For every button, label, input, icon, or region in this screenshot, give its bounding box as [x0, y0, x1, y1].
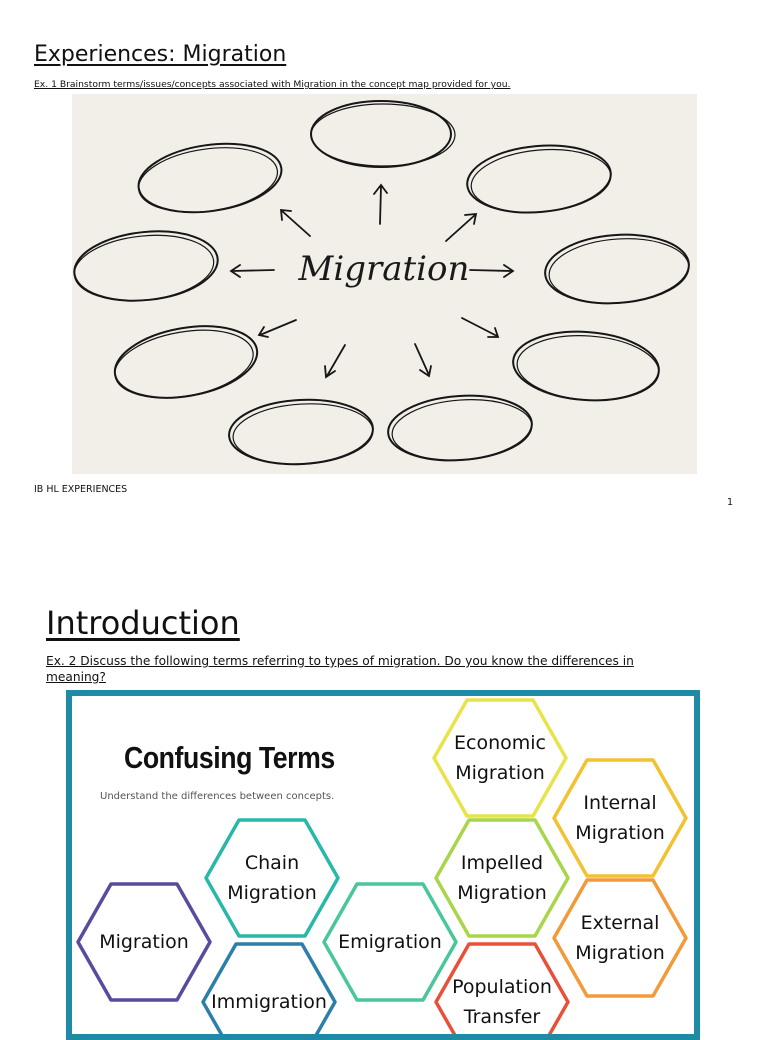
- hexagon-label-population: [432, 972, 572, 1032]
- hexagon-label-immigration: [199, 987, 339, 1017]
- hexagon-label-line: Immigration: [211, 991, 327, 1013]
- hexagon-label-line: Impelled: [460, 852, 544, 874]
- exercise-1-instruction: Ex. 1 Brainstorm terms/issues/concepts associated with Migration in the concept map provided for you.: [34, 79, 511, 90]
- concept-map-center-label: Migration: [298, 249, 470, 289]
- infographic-heading: Confusing Terms: [124, 740, 335, 775]
- hexagon-label-line: Migration: [99, 931, 189, 953]
- hexagon-label-line: Migration: [227, 882, 317, 904]
- hexagon-label-chain: [202, 848, 342, 908]
- hexagon-label-line: Population: [452, 976, 552, 998]
- arrow-up: [374, 185, 387, 224]
- hexagon-label-line: Internal: [583, 792, 657, 814]
- arrow-down-2: [415, 344, 431, 376]
- bubble-lower-left: [109, 316, 263, 408]
- hexagon-label-external: [550, 908, 690, 968]
- hexagon-label-migration: [74, 927, 214, 957]
- concept-map-drawing: [72, 94, 697, 474]
- arrow-down: [325, 345, 345, 377]
- infographic-subheading: Understand the differences between concepts.: [100, 791, 335, 802]
- arrow-down-right: [462, 318, 498, 337]
- hexagon-label-line: Chain: [244, 852, 300, 874]
- confusing-terms-infographic: [66, 690, 700, 1040]
- hexagon-label-internal: [550, 788, 690, 848]
- bubble-bottom-left: [227, 396, 374, 467]
- hexagon-label-line: Transfer: [463, 1006, 541, 1028]
- bubble-upper-left: [134, 135, 286, 220]
- hexagon-label-line: External: [580, 912, 660, 934]
- concept-map: [72, 94, 697, 474]
- arrow-right: [470, 265, 513, 277]
- footer-text: IB HL EXPERIENCES: [34, 484, 128, 495]
- bubble-upper-right: [464, 140, 613, 218]
- bubble-bottom-right: [386, 391, 534, 465]
- page-title: Experiences: Migration: [34, 42, 287, 67]
- hexagon-label-line: Migration: [575, 822, 665, 844]
- section-title: Introduction: [46, 604, 240, 642]
- arrow-up-left: [281, 210, 310, 236]
- hexagon-grid: [72, 696, 694, 1036]
- hexagon-label-emigration: [320, 927, 460, 957]
- bubble-left: [72, 225, 221, 308]
- page-number: 1: [727, 497, 734, 508]
- hexagon-label-line: Emigration: [338, 931, 442, 953]
- hexagon-label-line: Economic: [454, 732, 546, 754]
- bubble-top: [311, 101, 455, 167]
- hexagon-label-economic: [430, 728, 570, 788]
- arrow-up-right: [446, 214, 476, 241]
- hexagon-label-line: Migration: [455, 762, 545, 784]
- arrow-left: [231, 265, 274, 277]
- hexagon-label-line: Migration: [457, 882, 547, 904]
- arrow-down-left: [259, 320, 296, 337]
- exercise-2-instruction: Ex. 2 Discuss the following terms referring to types of migration. Do you know the differences in meaning?: [46, 654, 634, 684]
- hexagon-label-line: Migration: [575, 942, 665, 964]
- hexagon-label-impelled: [432, 848, 572, 908]
- bubble-lower-right: [511, 327, 661, 405]
- bubble-right: [543, 230, 691, 308]
